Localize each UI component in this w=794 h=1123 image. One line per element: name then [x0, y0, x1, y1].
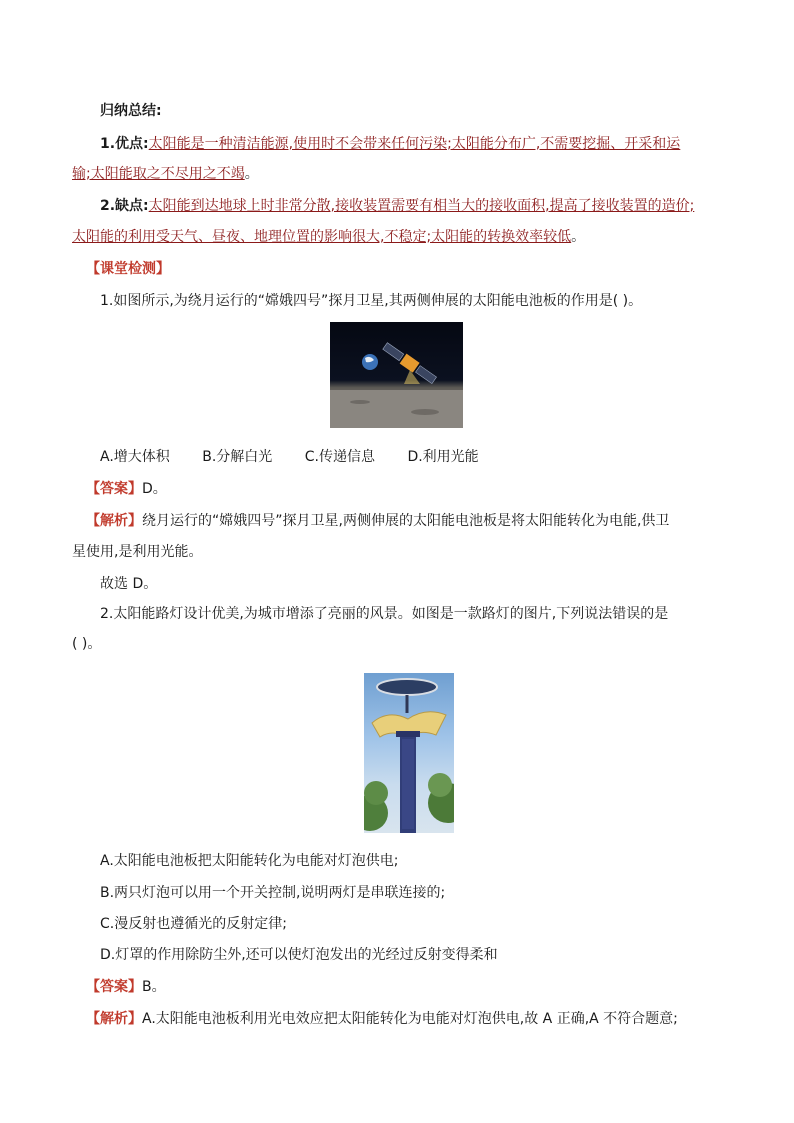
- q2-analysis-label: 【解析】: [86, 1011, 142, 1027]
- disadvantages-text-1: 太阳能到达地球上时非常分散,接收装置需要有相当大的接收面积,提高了接收装置的造价;: [148, 198, 695, 214]
- satellite-image: [330, 322, 463, 428]
- q1-option-a[interactable]: A.增大体积: [100, 449, 170, 465]
- disadvantages-line-2: [72, 226, 732, 248]
- streetlamp-image: [364, 673, 454, 833]
- q1-answer-value: D。: [142, 481, 167, 497]
- advantages-text-1: 太阳能是一种清洁能源,使用时不会带来任何污染;太阳能分布广,不需要挖掘、开采和运: [148, 136, 681, 152]
- q2-option-c[interactable]: C.漫反射也遵循光的反射定律;: [100, 916, 287, 932]
- q1-option-c[interactable]: C.传递信息: [304, 449, 375, 465]
- advantages-end: 。: [244, 166, 259, 182]
- q1-analysis-label: 【解析】: [86, 513, 142, 529]
- advantages-line-2: [72, 163, 732, 185]
- q2-stem-line-1: 2.太阳能路灯设计优美,为城市增添了亮丽的风景。如图是一款路灯的图片,下列说法错误的是: [100, 606, 669, 622]
- q1-analysis-line-1: [86, 510, 746, 532]
- q1-stem: 1.如图所示,为绕月运行的“嫦娥四号”探月卫星,其两侧伸展的太阳能电池板的作用是( )。: [100, 293, 643, 309]
- q2-option-b[interactable]: B.两只灯泡可以用一个开关控制,说明两灯是串联连接的;: [100, 885, 446, 901]
- q1-analysis-line-2: 星使用,是利用光能。: [72, 544, 203, 560]
- q2-answer-label: 【答案】: [86, 979, 142, 995]
- q2-analysis-text-1: A.太阳能电池板利用光电效应把太阳能转化为电能对灯泡供电,故 A 正确,A 不符合题意;: [142, 1011, 678, 1027]
- q2-stem-line-2: ( )。: [72, 636, 102, 652]
- satellite-figure: [330, 322, 463, 428]
- streetlamp-figure: [364, 673, 454, 833]
- q1-option-b[interactable]: B.分解白光: [202, 449, 273, 465]
- q2-answer: [86, 976, 746, 998]
- section-title: 【课堂检测】: [86, 261, 170, 277]
- summary-title: 归纳总结:: [100, 103, 162, 119]
- disadvantages-text-2: 太阳能的利用受天气、昼夜、地理位置的影响很大,不稳定;太阳能的转换效率较低: [72, 229, 572, 245]
- q1-conclusion: 故选 D。: [100, 576, 158, 592]
- advantages-text-2: 输;太阳能取之不尽用之不竭: [72, 166, 245, 182]
- q1-analysis-text-1: 绕月运行的“嫦娥四号”探月卫星,两侧伸展的太阳能电池板是将太阳能转化为电能,供卫: [142, 513, 670, 529]
- q1-answer-label: 【答案】: [86, 481, 142, 497]
- advantages-label: 1.优点:: [100, 136, 149, 152]
- q1-option-d[interactable]: D.利用光能: [407, 449, 479, 465]
- q2-answer-value: B。: [142, 979, 166, 995]
- q2-option-a[interactable]: A.太阳能电池板把太阳能转化为电能对灯泡供电;: [100, 853, 399, 869]
- q2-option-d[interactable]: D.灯罩的作用除防尘外,还可以使灯泡发出的光经过反射变得柔和: [100, 947, 498, 963]
- disadvantages-end: 。: [571, 229, 586, 245]
- disadvantages-line-1: [100, 195, 760, 217]
- advantages-line-1: [100, 133, 760, 155]
- q1-answer: [86, 478, 746, 500]
- q2-analysis-line-1: [86, 1008, 746, 1030]
- solar-panel-icon: [377, 679, 437, 695]
- q1-options: [100, 446, 760, 468]
- disadvantages-label: 2.缺点:: [100, 198, 149, 214]
